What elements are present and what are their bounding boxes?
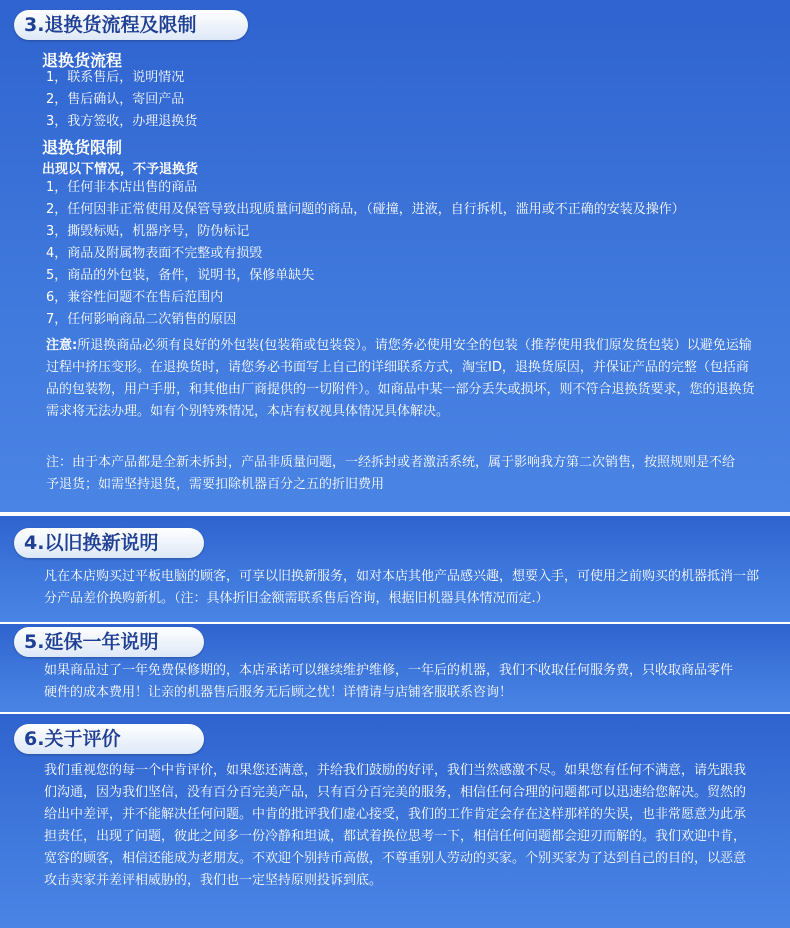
limit-item: 7，任何影响商品二次销售的原因 [46, 312, 237, 327]
section-3-title: 3.退换货流程及限制 [14, 10, 248, 40]
section-reviews [0, 714, 790, 928]
limit-item: 1，任何非本店出售的商品 [46, 180, 198, 195]
trade-in-text: 凡在本店购买过平板电脑的顾客，可享以旧换新服务，如对本店其他产品感兴趣，想要入手，可使用之前购买的机器抵消一部分产品差价换购新机。（注：具体折旧金额需联系售后咨询，根据旧机器具体情况而定.） [44, 569, 760, 606]
return-process-heading: 退换货流程 [42, 51, 123, 70]
packaging-note [46, 335, 758, 423]
process-step: 3，我方签收，办理退换货 [46, 114, 198, 129]
limit-item: 6，兼容性问题不在售后范围内 [46, 290, 224, 305]
section-5-title: 5.延保一年说明 [14, 627, 204, 657]
section-4-title: 4.以旧换新说明 [14, 528, 204, 558]
note-label: 注意: [46, 338, 78, 353]
limit-item: 3，撕毁标贴，机器序号，防伪标记 [46, 224, 250, 239]
section-trade-in [0, 516, 790, 622]
return-limits-subheading: 出现以下情况，不予退换货 [42, 162, 199, 177]
warranty-text: 如果商品过了一年免费保修期的，本店承诺可以继续维护维修，一年后的机器，我们不收取任何服务费，只收取商品零件硬件的成本费用！让亲的机器售后服务无后顾之忧！详情请与店铺客服联系咨询！ [44, 663, 734, 700]
reviews-text: 我们重视您的每一个中肯评价，如果您还满意，并给我们鼓励的好评，我们当然感激不尽。如果您有任何不满意，请先跟我们沟通，因为我们坚信，没有百分百完美产品，只有百分百完美的服务，相信任何合理的问题都可以迅速给您解决。贸然的给出中差评，并不能解决任何问题。中肯的批评我们虚心接受，我们的工作肯定会存在这样那样的失误，也非常愿意为此承担责任，出现了问题，彼此之间多一份冷静和坦诚，都试着换位思考一下，相信任何问题都会迎刃而解的。我们欢迎中肯，宽容的顾客，相信还能成为老朋友。不欢迎个别持币高傲，不尊重别人劳动的买家。个别买家为了达到自己的目的，以恶意攻击卖家并差评相威胁的，我们也一定坚持原则投诉到底。 [44, 763, 747, 888]
note-text: 所退换商品必须有良好的外包装(包装箱或包装袋）。请您务必使用安全的包装（推荐使用我们原发货包装）以避免运输过程中挤压变形。在退换货时，请您务必书面写上自己的详细联系方式，淘宝ID，退换货原因，并保证产品的完整（包括商品的包装物，用户手册，和其他由厂商提供的一切附件）。如商品中某一部分丢失或损坏，则不符合退换货要求，您的退换货需求将无法办理。如有个别特殊情况，本店有权视具体情况具体解决。 [46, 338, 755, 419]
limit-item: 2，任何因非正常使用及保管导致出现质量问题的商品，（碰撞，进液，自行拆机，滥用或不正确的安装及操作） [46, 202, 685, 217]
return-limits-heading: 退换货限制 [42, 138, 123, 157]
refund-note: 注：由于本产品都是全新未拆封，产品非质量问题，一经拆封或者激活系统，属于影响我方第二次销售，按照规则是不给予退货；如需坚持退货，需要扣除机器百分之五的折旧费用 [46, 455, 736, 492]
section-6-title: 6.关于评价 [14, 724, 204, 754]
limit-item: 4，商品及附属物表面不完整或有损毁 [46, 246, 263, 261]
limit-item: 5，商品的外包装，备件，说明书，保修单缺失 [46, 268, 315, 283]
section-extended-warranty [0, 624, 790, 712]
process-step: 2，售后确认，寄回产品 [46, 92, 185, 107]
process-step: 1，联系售后，说明情况 [46, 70, 185, 85]
